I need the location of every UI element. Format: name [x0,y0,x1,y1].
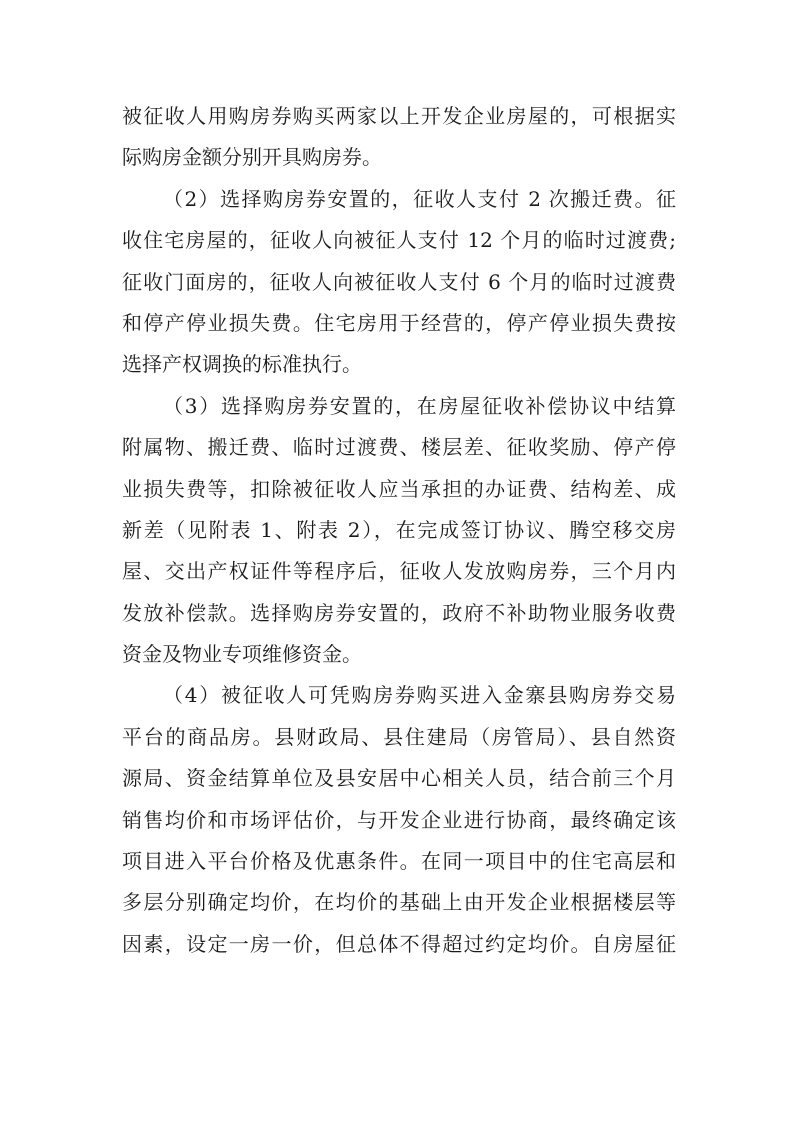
text-line: 资金及物业专项维修资金。 [122,642,362,667]
paragraph-start-line: （4）被征收人可凭购房券购买进入金寨县购房券交易 [163,683,676,708]
paragraph-start-line: （2）选择购房券安置的，征收人支付 2 次搬迁费。征 [163,186,676,211]
text-line: 选择产权调换的标准执行。 [122,352,362,377]
body-text [122,96,676,965]
text-line: 因素，设定一房一价，但总体不得超过约定均价。自房屋征 [122,931,676,956]
text-line: 征收门面房的，征收人向被征收人支付 6 个月的临时过渡费 [122,269,676,294]
text-line: 项目进入平台价格及优惠条件。在同一项目中的住宅高层和 [122,849,676,874]
text-line: 际购房金额分别开具购房券。 [122,145,382,170]
paragraph-start-line: （3）选择购房券安置的，在房屋征收补偿协议中结算 [163,393,676,418]
text-line: 源局、资金结算单位及县安居中心相关人员，结合前三个月 [122,766,676,791]
text-line: 新差（见附表 1、附表 2），在完成签订协议、腾空移交房 [122,517,676,542]
text-line: 发放补偿款。选择购房券安置的，政府不补助物业服务收费 [122,600,676,625]
text-line: 附属物、搬迁费、临时过渡费、楼层差、征收奖励、停产停 [122,435,676,460]
text-line: 业损失费等，扣除被征收人应当承担的办证费、结构差、成 [122,476,676,501]
text-line: 平台的商品房。县财政局、县住建局（房管局）、县自然资 [122,724,676,749]
text-line: 销售均价和市场评估价，与开发企业进行协商，最终确定该 [122,807,676,832]
text-line: 被征收人用购房券购买两家以上开发企业房屋的，可根据实 [122,104,676,128]
text-line: 屋、交出产权证件等程序后，征收人发放购房券，三个月内 [122,559,676,584]
text-line: 和停产停业损失费。住宅房用于经营的，停产停业损失费按 [122,310,676,335]
text-line: 多层分别确定均价，在均价的基础上由开发企业根据楼层等 [122,890,676,915]
text-line: 收住宅房屋的，征收人向被征人支付 12 个月的临时过渡费; [122,228,676,253]
